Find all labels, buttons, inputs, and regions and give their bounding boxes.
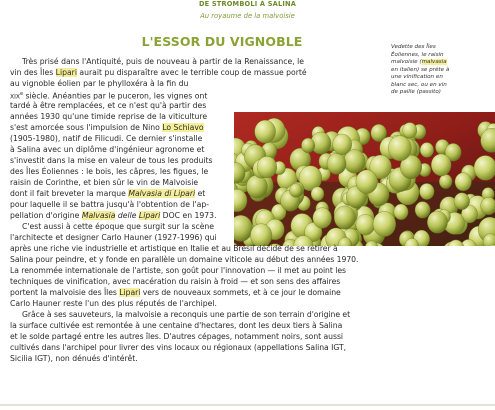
grape-berry [327,153,346,174]
text-line: s'investit dans la mise en valeur de tous les produits [10,156,213,165]
text-line: tardé à être remplacées, et ce n'est qu'à partir des [10,101,207,110]
grape-berry [419,183,434,199]
page-divider [0,404,495,406]
grape-berry [481,197,495,215]
grape-berry [439,174,452,188]
grape-berry [301,138,314,153]
grape-berry [356,170,378,194]
grape-berry [334,206,355,229]
header-kicker: DE STROMBOLI À SALINA [198,0,297,8]
text-line: et le solde partagé entre les autres îles. D'autres cépages, notamment noirs, sont aussi [10,332,343,341]
grape-berry [255,120,276,143]
grape-berry [454,193,470,210]
caption-line [391,59,485,67]
grape-berry [246,175,267,198]
text-line: La renommée internationale de l'artiste, son goût pour l'innovation — il met au point les [10,266,346,275]
text-line: après une riche vie industrielle et artistique en Italie et au Brésil décide de se retirer à [10,244,338,253]
caption-line: Éoliennes, le raisin [391,51,444,58]
text-line: Sicilia IGT), non dénués d'intérêt. [10,354,138,363]
highlight: Lipari [119,288,141,297]
text-line: raisin de Corinthe, et bien sûr le vin de Malvoisie [10,178,199,187]
grape-berry [420,143,434,158]
grape-berry [403,123,417,139]
text-line: à Salina avec un diplôme d'ingénieur agronome et [10,145,205,154]
text-line: vin des Îles Lipari aurait pu disparaître avec le terrible coup de massue porté [10,68,307,77]
text-line: Salina pour peindre, et y fonde en parallèle un domaine viticole au début des années 1970. [10,255,359,264]
caption-line: Vedette des Îles [391,44,436,50]
text-line: cultivés dans l'archipel pour livrer des vins locaux ou régionaux (appellations Salina IGT, [10,343,347,352]
header-subtitle: Au royaume de la malvoisie [200,12,295,20]
grape-berry [257,156,277,178]
caption-text: malvoisie ( [391,59,422,65]
text-line: portent la malvoisie des Îles Lipari vers de nouveaux sommets, et à ce jour le domaine [10,288,341,297]
text-line: au vignoble éolien par le phylloxéra à la fin du [10,79,189,88]
text-line: Très prisé dans l'Antiquité, puis de nouveau à partir de la Renaissance, le [22,57,304,66]
text-line: Grâce à ses sauveteurs, la malvoisie a reconquis une partie de son terrain d'origine et [22,310,351,319]
grape-berry [313,208,332,229]
grape-berry [333,134,352,155]
caption-line: blanc sec, ou en vin [391,81,447,88]
highlight: Malvasia di Lipari [128,189,196,198]
highlight: Lipari [138,211,161,220]
highlight: Lo Schiavo [162,123,204,132]
text-line: la surface cultivée est remontée à une centaine d'hectares, dont les deux tiers à Salina [10,321,343,330]
grapes-photo [234,112,495,246]
grape-berry [373,211,396,236]
grape-berry [474,156,495,181]
text-line: (1905-1980), natif de Filicudi. Ce dernier s'installe [10,134,203,143]
text-line: années 1930 qu'une timide reprise de la viticulture [10,112,208,121]
grape-berry [356,214,375,235]
highlight: Malvasia [81,211,116,220]
grape-berry [290,183,303,197]
text-line: dont il fait breveter la marque Malvasia di Lipari et [10,189,206,198]
grape-berry [311,187,324,201]
text-line: XIXe siècle. Anéanties par le puceron, les vignes ont [10,91,208,101]
grape-berry [427,211,447,233]
text-line: l'architecte et designer Carlo Hauner (1927-1996) qui [10,233,217,242]
text-line: techniques de vinification, avec macération du raisin à froid — et son sens des affaires [10,277,341,286]
text-line: s'est amorcée sous l'impulsion de Nino Lo Schiavo [10,123,204,132]
grape-berry [455,173,472,191]
grape-berry [415,202,430,219]
text-line: Carlo Hauner reste l'un des plus réputés de l'archipel. [10,299,217,308]
caption-line: en italien) se prête à [391,66,450,73]
text-line: pour laquelle il se battra jusqu'à l'obtention de l'ap- [10,200,209,209]
text-line: des Îles Éoliennes : le bois, les câpres, les figues, le [10,167,209,176]
grape-berry [394,204,408,220]
text-line: C'est aussi à cette époque que surgit sur la scène [22,222,215,231]
grape-berry [388,136,411,161]
highlight: Lipari [55,68,77,77]
caption-highlight: malvasia [421,59,447,65]
caption-line: de paille (passito) [391,89,441,95]
article-title: L'ESSOR DU VIGNOBLE [141,34,303,49]
caption-line: une vinification en [391,74,443,80]
photo-caption [391,44,485,97]
text-line: pellation d'origine Malvasia delle Lipari DOC en 1973. [10,211,217,220]
grape-berry [431,154,451,176]
